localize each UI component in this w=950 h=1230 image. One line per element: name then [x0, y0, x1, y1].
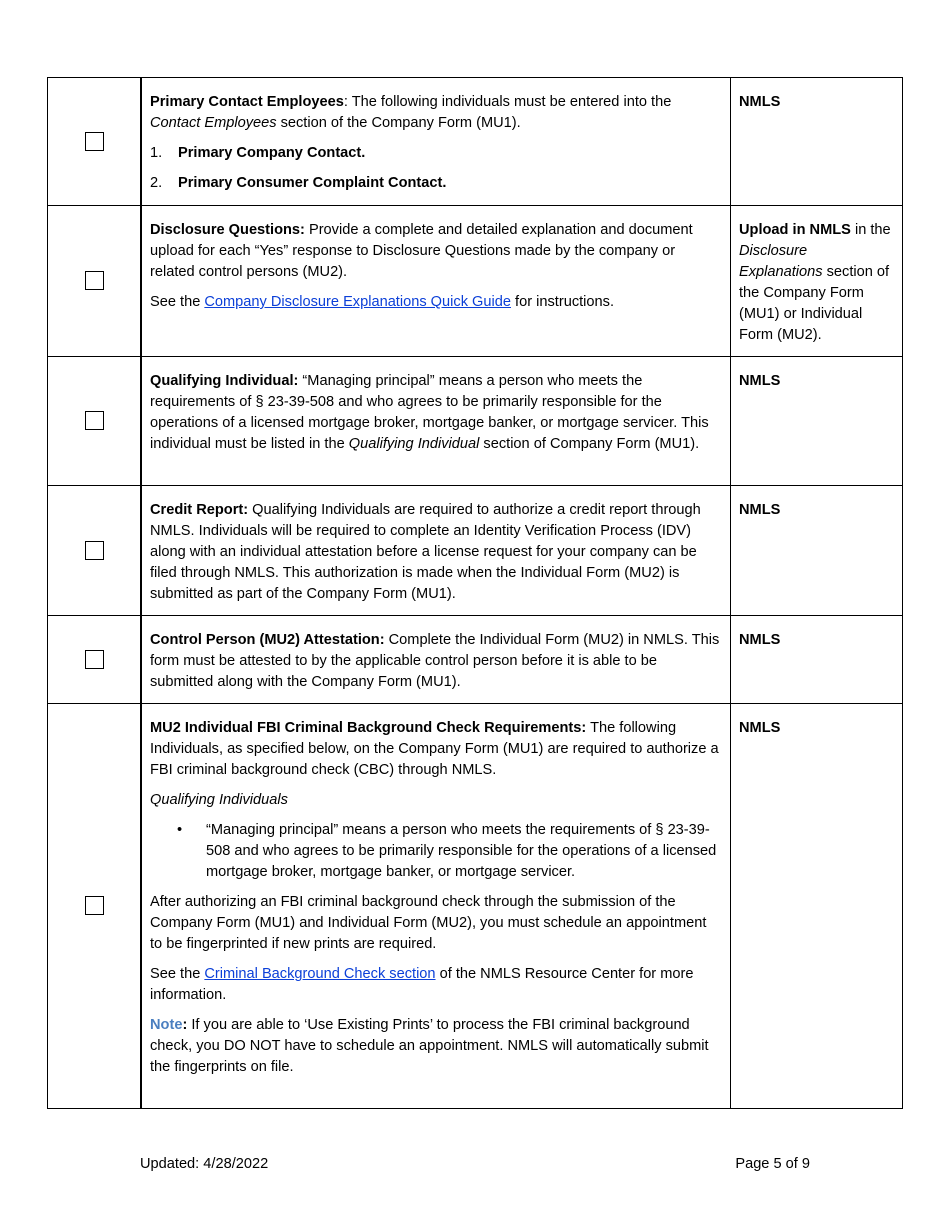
page-number: Page 5 of 9: [735, 1156, 810, 1172]
list-item: 1. Primary Company Contact.: [150, 145, 366, 161]
fingerprint-text: After authorizing an FBI criminal background check through the submission of the Company Form (MU1) and Individual Form (MU2), you must schedule an appointment to be fingerprinted if new prints are required.: [150, 894, 707, 952]
requirement-cell: [141, 486, 731, 616]
requirement-text: MU2 Individual FBI Criminal Background Check Requirements: The following Individuals, as specified below, on the Company Form (MU1) are required to authorize a FBI criminal background check (CBC) through NMLS.: [150, 720, 719, 778]
checkbox-qualifying[interactable]: [85, 411, 104, 430]
checklist-row-disclosure: [48, 206, 903, 357]
updated-date: Updated: 4/28/2022: [140, 1156, 269, 1172]
location-cell: [731, 486, 903, 616]
requirement-cell: [141, 78, 731, 206]
location-label: NMLS: [739, 373, 781, 389]
requirement-cell: [141, 704, 731, 1109]
location-text: Upload in NMLS in the Disclosure Explanations section of the Company Form (MU1) or Individual Form (MU2).: [739, 222, 891, 343]
location-label: NMLS: [739, 720, 781, 736]
checkbox-cell: [48, 486, 142, 616]
list-item: • “Managing principal” means a person who meets the requirements of § 23-39-508 and who agrees to be primarily responsible for the operations of a licensed mortgage broker, mortgage banker, or mortgage servicer.: [177, 822, 717, 880]
checkbox-disclosure[interactable]: [85, 271, 104, 290]
checkbox-fbi-background[interactable]: [85, 896, 104, 915]
checklist-row-control-person: [48, 616, 903, 704]
see-guide-text: See the Company Disclosure Explanations Quick Guide for instructions.: [150, 294, 615, 310]
bullet-icon: •: [177, 822, 183, 838]
location-cell: [731, 704, 903, 1109]
checkbox-cell: [48, 616, 142, 704]
checkbox-cell: [48, 78, 142, 206]
checkbox-cell: [48, 206, 142, 357]
checkbox-primary-contact[interactable]: [85, 132, 104, 151]
checkbox-cell: [48, 704, 142, 1109]
requirement-cell: [141, 357, 731, 486]
bullet-list: [150, 820, 722, 883]
checkbox-cell: [48, 357, 142, 486]
checklist-row-qualifying: [48, 357, 903, 486]
requirement-text: Qualifying Individual: “Managing principal” means a person who meets the requirements of § 23-39-508 and who agrees to be primarily responsible for the operations of a licensed mortgage broker, mortgage banker, or mortgage servicer. This individual must be listed in the Qualifying Individual section of Company Form (MU1).: [150, 373, 709, 452]
checkbox-control-person[interactable]: [85, 650, 104, 669]
location-cell: [731, 78, 903, 206]
requirement-text: Control Person (MU2) Attestation: Complete the Individual Form (MU2) in NMLS. This form must be attested to by the applicable control person before it is able to be submitted along with the Company Form (MU1).: [150, 632, 720, 690]
list-item: 2. Primary Consumer Complaint Contact.: [150, 175, 447, 191]
location-label: NMLS: [739, 94, 781, 110]
requirement-cell: [141, 616, 731, 704]
criminal-background-check-link[interactable]: Criminal Background Check section: [204, 966, 436, 982]
checklist-table: [47, 77, 903, 1109]
location-cell: [731, 357, 903, 486]
note-label: Note: [150, 1017, 183, 1033]
checklist-row-credit-report: [48, 486, 903, 616]
disclosure-guide-link[interactable]: Company Disclosure Explanations Quick Guide: [204, 294, 511, 310]
contact-list: [150, 143, 722, 194]
checklist-row-primary-contact: [48, 78, 903, 206]
subheading: Qualifying Individuals: [150, 792, 288, 808]
location-label: NMLS: [739, 502, 781, 518]
checklist-row-fbi-background: [48, 704, 903, 1109]
location-cell: [731, 616, 903, 704]
location-label: NMLS: [739, 632, 781, 648]
requirement-text: Credit Report: Qualifying Individuals are required to authorize a credit report through NMLS. Individuals will be required to complete an Identity Verification Process (IDV) along with an individual attestation before a license request for your company can be filed through NMLS. This authorization is made when the Individual Form (MU2) is submitted as part of the Company Form (MU1).: [150, 502, 701, 602]
see-resource-text: See the Criminal Background Check section of the NMLS Resource Center for more information.: [150, 966, 694, 1003]
requirement-text: Primary Contact Employees: The following individuals must be entered into the Contact Employees section of the Company Form (MU1).: [150, 94, 672, 131]
checkbox-credit-report[interactable]: [85, 541, 104, 560]
note-text: Note: If you are able to ‘Use Existing Prints’ to process the FBI criminal background check, you DO NOT have to schedule an appointment. NMLS will automatically submit the fingerprints on file.: [150, 1017, 709, 1075]
location-cell: [731, 206, 903, 357]
requirement-text: Disclosure Questions: Provide a complete and detailed explanation and document upload for each “Yes” response to Disclosure Questions made by the company or related control persons (MU2).: [150, 222, 693, 280]
requirement-cell: [141, 206, 731, 357]
